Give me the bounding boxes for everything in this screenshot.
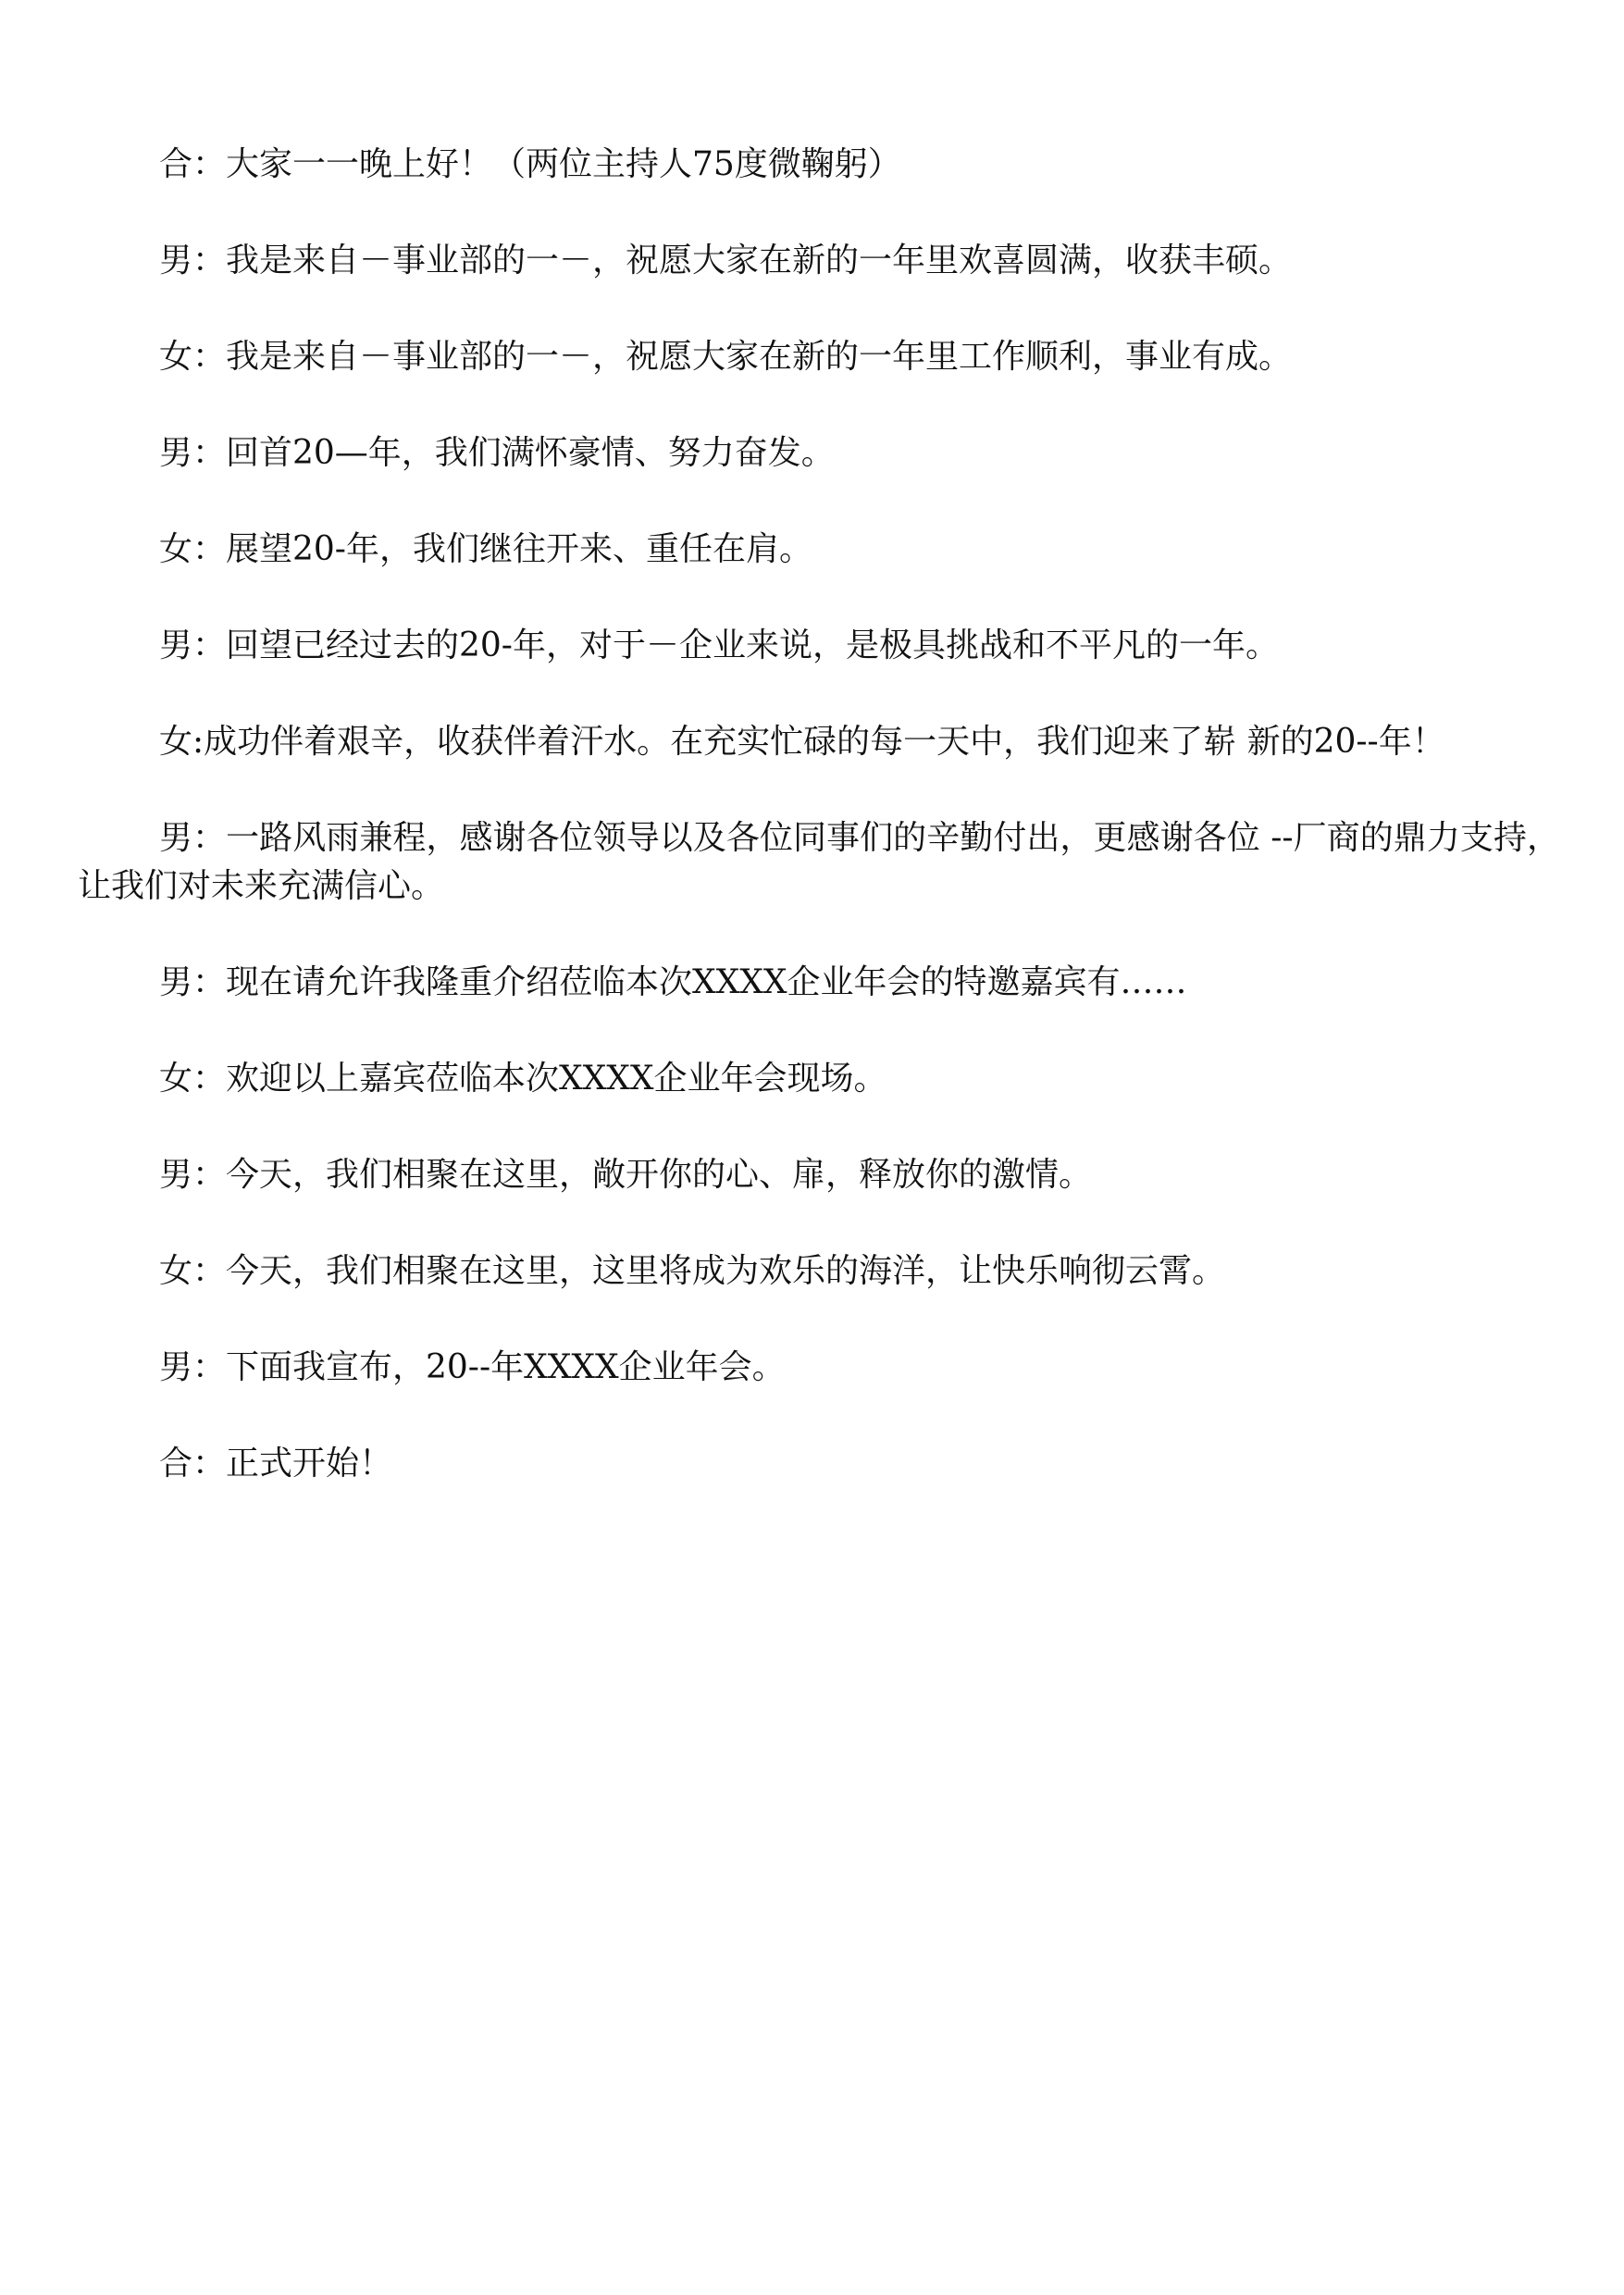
script-line: 男：下面我宣布，20--年XXXX企业年会。 xyxy=(159,1348,786,1386)
script-line: 女：我是来自－事业部的一－，祝愿大家在新的一年里工作顺利，事业有成。 xyxy=(159,338,1293,376)
script-line: 男：我是来自－事业部的一－，祝愿大家在新的一年里欢喜圆满，收获丰硕。 xyxy=(159,242,1293,279)
script-line: 女：欢迎以上嘉宾莅临本次XXXX企业年会现场。 xyxy=(159,1060,887,1098)
script-line: 女：今天，我们相聚在这里，这里将成为欢乐的海洋，让快乐响彻云霄。 xyxy=(159,1252,1226,1290)
script-line: 女:成功伴着艰辛，收获伴着汗水。在充实忙碌的每一天中，我们迎来了崭 新的20--年！ xyxy=(159,723,1445,761)
script-line: 合：大家一一晚上好！（两位主持人75度微鞠躬） xyxy=(159,145,901,183)
script-line: 男：一路风雨兼程，感谢各位领导以及各位同事们的辛勤付出，更感谢各位 --厂商的鼎力支持，让我们对未来充满信心。 xyxy=(78,819,1560,905)
script-line: 男：回望已经过去的20-年，对于－企业来说，是极具挑战和不平凡的一年。 xyxy=(159,626,1279,664)
script-line: 男：现在请允许我隆重介绍莅临本次XXXX企业年会的特邀嘉宾有…… xyxy=(159,963,1187,1001)
script-line: 合：正式开始！ xyxy=(159,1445,393,1482)
script-line: 男：回首20—年，我们满怀豪情、努力奋发。 xyxy=(159,434,835,472)
script-line: 男：今天，我们相聚在这里，敞开你的心、扉，释放你的激情。 xyxy=(159,1156,1093,1194)
script-line: 女：展望20-年，我们继往开来、重任在肩。 xyxy=(159,530,812,568)
script-body xyxy=(78,141,1560,1536)
